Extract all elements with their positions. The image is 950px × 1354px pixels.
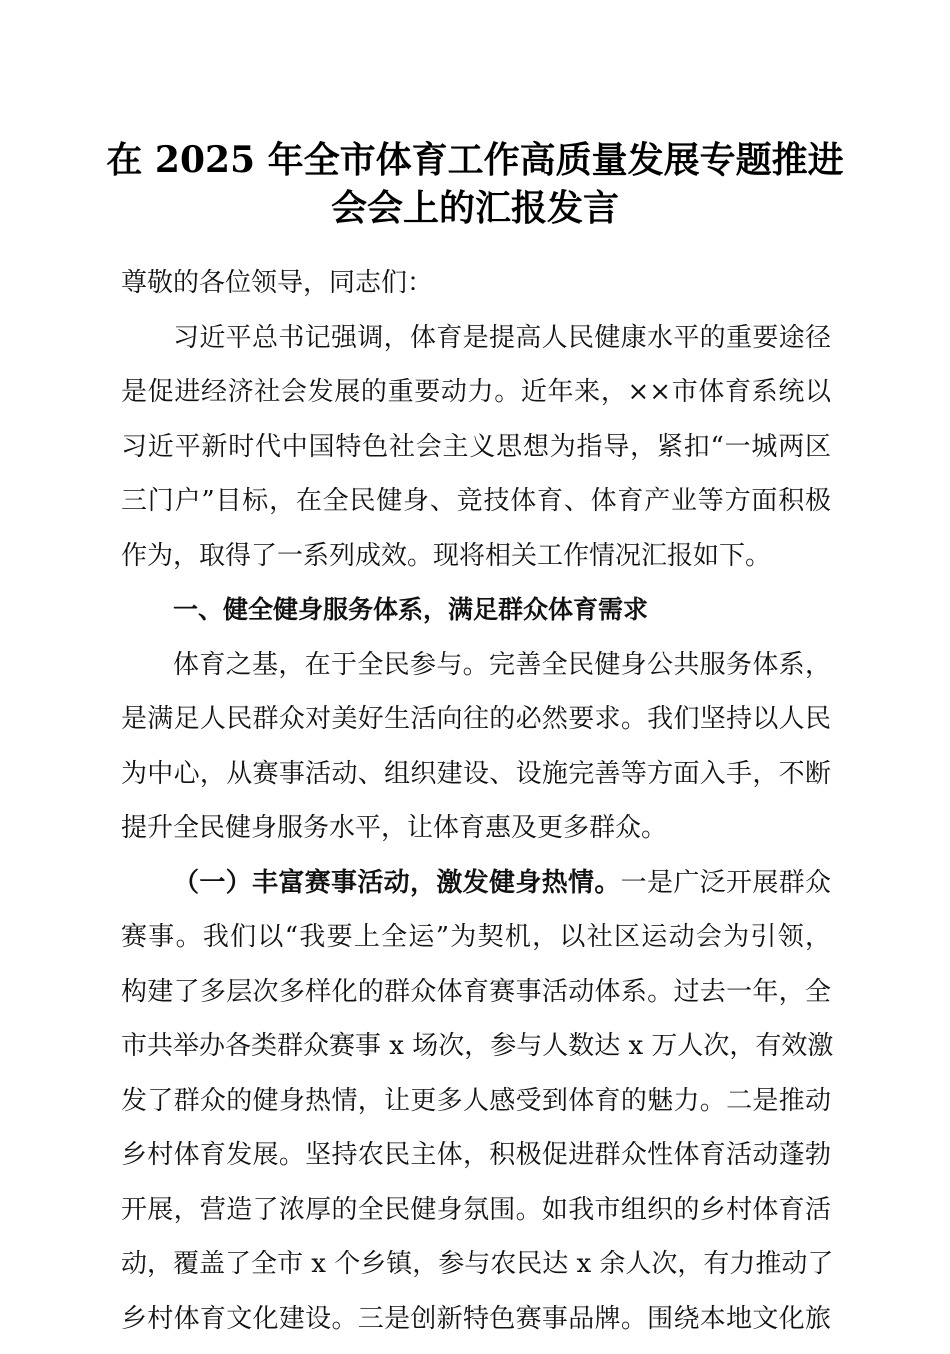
intro-line: 作为，取得了一系列成效。现将相关工作情况汇报如下。 xyxy=(121,537,831,592)
section-paragraph-line: 是满足人民群众对美好生活向往的必然要求。我们坚持以人民 xyxy=(121,700,831,755)
subsection-paragraph-line: 赛事。我们以“我要上全运”为契机，以社区运动会为引领， xyxy=(121,918,831,973)
section-paragraph-line: 体育之基，在于全民参与。完善全民健身公共服务体系， xyxy=(121,646,831,701)
subsection-paragraph-line: 发了群众的健身热情，让更多人感受到体育的魅力。二是推动 xyxy=(121,1082,831,1137)
section-paragraph-line: 提升全民健身服务水平，让体育惠及更多群众。 xyxy=(121,809,831,864)
intro-line: 习近平总书记强调，体育是提高人民健康水平的重要途径 xyxy=(121,319,831,374)
subsection-paragraph-line: 乡村体育文化建设。三是创新特色赛事品牌。围绕本地文化旅 xyxy=(121,1300,831,1354)
subsection-paragraph-line: 开展，营造了浓厚的全民健身氛围。如我市组织的乡村体育活 xyxy=(121,1191,831,1246)
intro-line: 三门户”目标，在全民健身、竞技体育、体育产业等方面积极 xyxy=(121,482,831,537)
section-paragraph-line: 为中心，从赛事活动、组织建设、设施完善等方面入手，不断 xyxy=(121,755,831,810)
subsection-paragraph-line: 构建了多层次多样化的群众体育赛事活动体系。过去一年，全 xyxy=(121,973,831,1028)
subsection-first-line xyxy=(121,864,831,919)
subsection-paragraph-line: 市共举办各类群众赛事 x 场次，参与人数达 x 万人次，有效激 xyxy=(121,1027,831,1082)
intro-line: 是促进经济社会发展的重要动力。近年来，××市体育系统以 xyxy=(121,373,831,428)
document-body xyxy=(121,264,831,1354)
document-title-line-2: 会会上的汇报发言 xyxy=(100,184,850,232)
subsection-heading: （一）丰富赛事活动，激发健身热情。 xyxy=(173,868,621,898)
subsection-paragraph-line: 动，覆盖了全市 x 个乡镇，参与农民达 x 余人次，有力推动了 xyxy=(121,1245,831,1300)
subsection-first-line-text: 一是广泛开展群众 xyxy=(621,868,831,898)
salutation: 尊敬的各位领导，同志们： xyxy=(121,264,831,319)
document-title-line-1: 在 2025 年全市体育工作高质量发展专题推进 xyxy=(100,136,850,184)
section-heading: 一、健全健身服务体系，满足群众体育需求 xyxy=(121,591,831,646)
subsection-paragraph-line: 乡村体育发展。坚持农民主体，积极促进群众性体育活动蓬勃 xyxy=(121,1136,831,1191)
intro-line: 习近平新时代中国特色社会主义思想为指导，紧扣“一城两区 xyxy=(121,428,831,483)
